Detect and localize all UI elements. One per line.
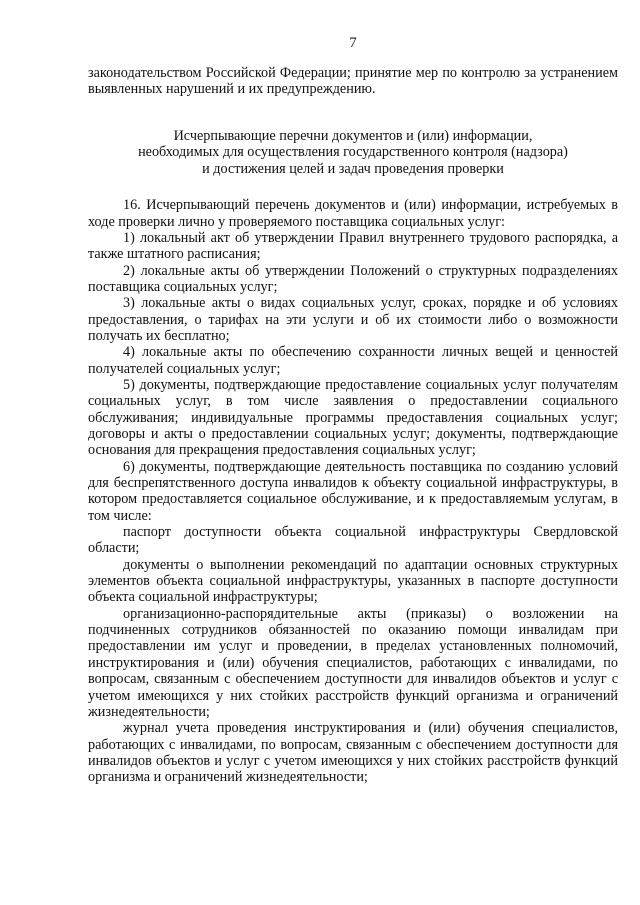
list-item-3: 3) локальные акты о видах социальных услуг, сроках, порядке и об условиях предоставления, о тарифах на эти услуги и об их стоимости либо о возможности получать их бесплатно; [88,295,618,344]
heading-line-1: Исчерпывающие перечни документов и (или) информации, [173,127,533,144]
list-item-2: 2) локальные акты об утверждении Положений о структурных подразделениях поставщика социальных услуг; [88,262,618,295]
intro-paragraph: законодательством Российской Федерации; принятие мер по контролю за устранением выявленных нарушений и их предупреждению. [88,65,618,98]
list-item-5: 5) документы, подтверждающие предоставление социальных услуг получателям социальных услуг, в том числе заявления о предоставлении социального обслуживания; индивидуальные программы предоставления социальных услуг; договоры и акты о предоставлении социальных услуг; документы, подтверждающие основания для прекращения предоставления социальных услуг; [88,376,618,459]
sub-item-orders: организационно-распорядительные акты (приказы) о возложении на подчиненных сотрудников обязанностей по оказанию помощи инвалидам при предоставлении им услуг и проведении, в пределах установленных полномочий, инструктирования и (или) обучения специалистов, работающих с инвалидами, по вопросам, связанным с обеспечением доступности для инвалидов объектов и услуг с учетом имеющихся у них стойких расстройств функций организма и ограничений жизнедеятельности; [88,605,618,720]
paragraph-16: 16. Исчерпывающий перечень документов и (или) информации, истребуемых в ходе проверки лично у проверяемого поставщика социальных услуг: [88,197,618,230]
sub-item-recommendations: документы о выполнении рекомендаций по адаптации основных структурных элементов объекта социальной инфраструктуры, указанных в паспорте доступности объекта социальной инфраструктуры; [88,556,618,606]
heading-line-2: необходимых для осуществления государственного контроля (надзора) [138,144,568,161]
sub-item-passport: паспорт доступности объекта социальной инфраструктуры Свердловской области; [88,524,618,557]
page-number: 7 [349,35,357,51]
document-page [88,34,618,786]
list-item-4: 4) локальные акты по обеспечению сохранности личных вещей и ценностей получателей социальных услуг; [88,344,618,377]
heading-line-3: и достижения целей и задач проведения проверки [202,160,504,177]
section-heading [88,128,618,178]
sub-item-journal: журнал учета проведения инструктирования и (или) обучения специалистов, работающих с инвалидами, по вопросам, связанным с обеспечением доступности для инвалидов объектов и услуг с учетом имеющихся у них стойких расстройств функций организма и ограничений жизнедеятельности; [88,720,618,786]
list-item-1: 1) локальный акт об утверждении Правил внутреннего трудового распорядка, а также штатного расписания; [88,229,618,263]
list-item-6: 6) документы, подтверждающие деятельность поставщика по созданию условий для беспрепятственного доступа инвалидов к объекту социальной инфраструктуры, в котором предоставляется социальное обслуживание, и к предоставляемым услугам, в том числе: [88,458,618,524]
